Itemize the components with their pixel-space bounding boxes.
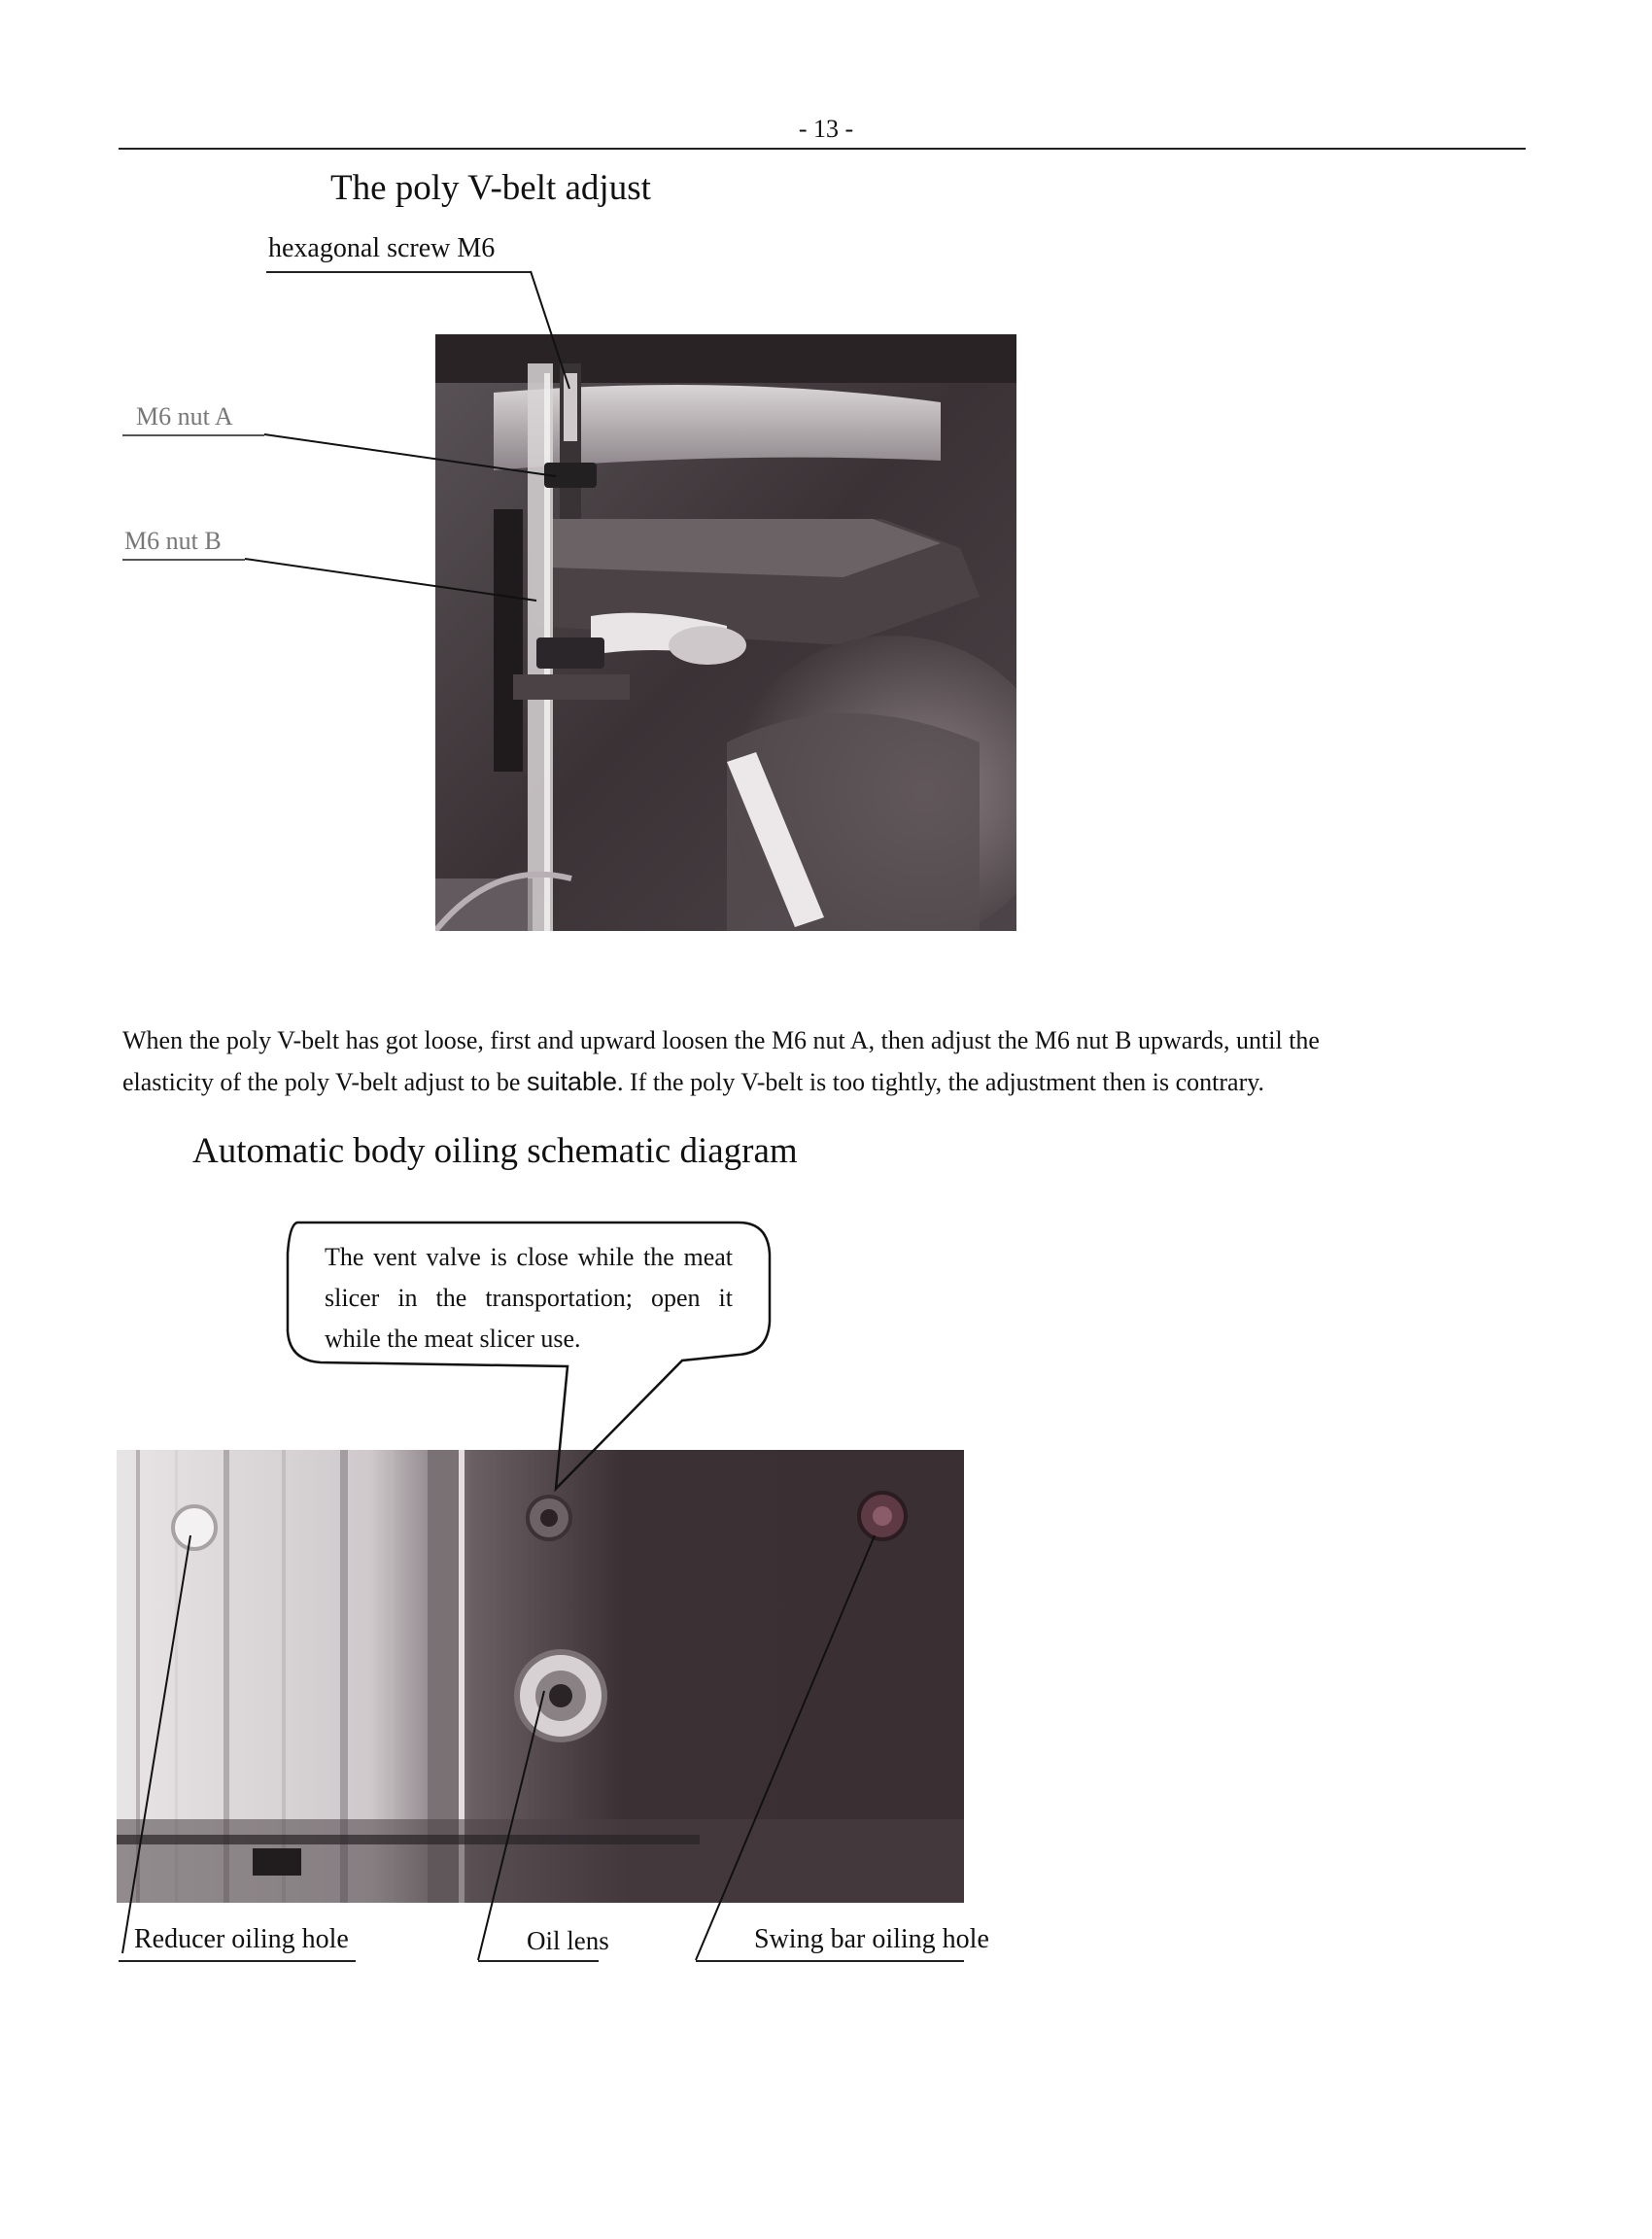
paragraph-line: When the poly V-belt has got loose, first and upward loosen the M6 nut A, then adjust the M6 nut B upwards, until the bbox=[122, 1026, 1320, 1054]
photo-vbelt-adjustment bbox=[435, 334, 1016, 931]
header-rule bbox=[119, 148, 1526, 150]
label-oil-lens: Oil lens bbox=[527, 1926, 609, 1955]
label-underline bbox=[122, 434, 264, 436]
paragraph-text: elasticity of the poly V-belt adjust to be bbox=[122, 1068, 527, 1096]
label-swing-bar-oiling-hole: Swing bar oiling hole bbox=[754, 1924, 989, 1954]
label-nut-b: M6 nut B bbox=[124, 527, 222, 555]
page-number: - 13 - bbox=[798, 115, 854, 143]
label-reducer-oiling-hole: Reducer oiling hole bbox=[134, 1924, 349, 1954]
label-underline bbox=[696, 1960, 964, 1962]
callout-vent-valve: The vent valve is close while the meat slicer in the transportation; open it while the meat slicer use. bbox=[325, 1243, 733, 1353]
label-hexagonal-screw: hexagonal screw M6 bbox=[268, 233, 496, 263]
section-title-oiling: Automatic body oiling schematic diagram bbox=[192, 1131, 798, 1171]
paragraph-text: . If the poly V-belt is too tightly, the adjustment then is contrary. bbox=[617, 1068, 1265, 1096]
paragraph-vbelt bbox=[122, 1019, 1532, 1103]
paragraph-line bbox=[122, 1061, 1532, 1103]
label-underline bbox=[266, 271, 531, 273]
label-nut-a: M6 nut A bbox=[136, 402, 233, 431]
label-underline bbox=[478, 1960, 599, 1962]
label-underline bbox=[119, 1960, 356, 1962]
label-underline bbox=[122, 559, 245, 561]
photo-oiling-diagram bbox=[117, 1450, 964, 1903]
emphasized-word: suitable bbox=[526, 1067, 618, 1096]
section-title-vbelt: The poly V-belt adjust bbox=[330, 168, 651, 208]
